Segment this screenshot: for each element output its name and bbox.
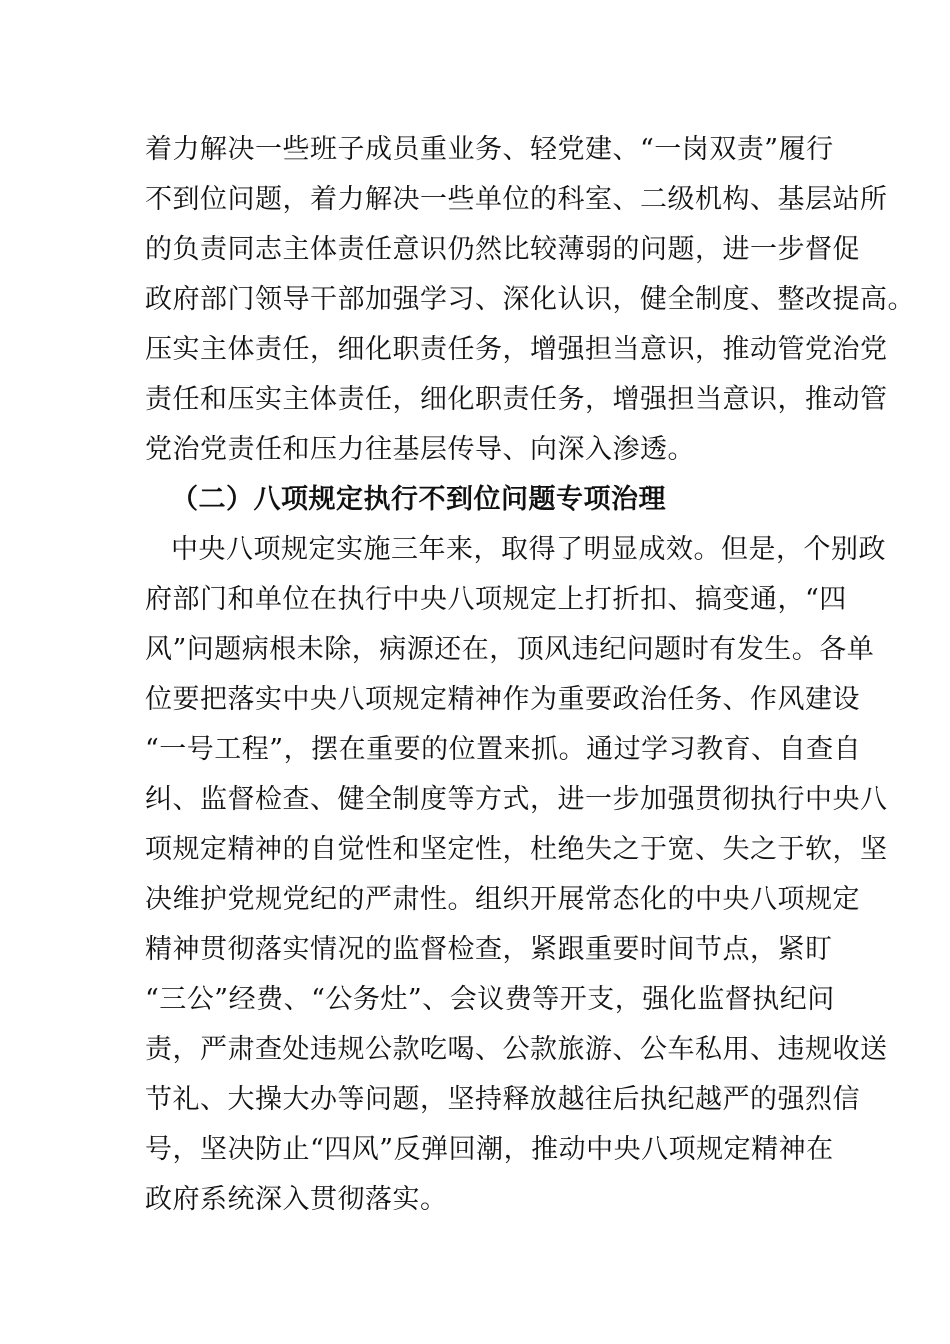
paragraph-line: 决维护党规党纪的严肃性。组织开展常态化的中央八项规定 [145, 884, 860, 915]
paragraph-line: 着力解决一些班子成员重业务、轻党建、“一岗双责”履行 [145, 134, 834, 165]
paragraph-line: 项规定精神的自觉性和坚定性，杜绝失之于宽、失之于软，坚 [145, 834, 888, 865]
paragraph-line: 精神贯彻落实情况的监督检查，紧跟重要时间节点，紧盯 [145, 934, 833, 965]
paragraph-line: 纠、监督检查、健全制度等方式，进一步加强贯彻执行中央八 [145, 784, 888, 815]
paragraph-line: 党治党责任和压力往基层传导、向深入渗透。 [145, 434, 695, 465]
paragraph-line: 不到位问题，着力解决一些单位的科室、二级机构、基层站所 [145, 184, 888, 215]
paragraph-line: 政府部门领导干部加强学习、深化认识，健全制度、整改提高。 [145, 284, 915, 315]
paragraph-line: “一号工程”，摆在重要的位置来抓。通过学习教育、自查自 [145, 734, 862, 765]
paragraph-line: 压实主体责任，细化职责任务，增强担当意识，推动管党治党 [145, 334, 888, 365]
paragraph-line: 责，严肃查处违规公款吃喝、公款旅游、公车私用、违规收送 [145, 1034, 888, 1065]
paragraph-line: 风”问题病根未除，病源还在，顶风违纪问题时有发生。各单 [145, 634, 875, 665]
section-heading: （二）八项规定执行不到位问题专项治理 [171, 484, 666, 515]
paragraph-line: “三公”经费、“公务灶”、会议费等开支，强化监督执纪问 [145, 984, 835, 1015]
paragraph-line: 政府系统深入贯彻落实。 [145, 1184, 448, 1215]
paragraph-line: 中央八项规定实施三年来，取得了明显成效。但是，个别政 [171, 534, 886, 565]
paragraph-line: 号，坚决防止“四风”反弹回潮，推动中央八项规定精神在 [145, 1134, 834, 1165]
paragraph-line: 责任和压实主体责任，细化职责任务，增强担当意识，推动管 [145, 384, 888, 415]
paragraph-line: 节礼、大操大办等问题，坚持释放越往后执纪越严的强烈信 [145, 1084, 860, 1115]
paragraph-line: 的负责同志主体责任意识仍然比较薄弱的问题，进一步督促 [145, 234, 860, 265]
paragraph-line: 位要把落实中央八项规定精神作为重要政治任务、作风建设 [145, 684, 860, 715]
paragraph-line: 府部门和单位在执行中央八项规定上打折扣、搞变通，“四 [145, 584, 847, 615]
